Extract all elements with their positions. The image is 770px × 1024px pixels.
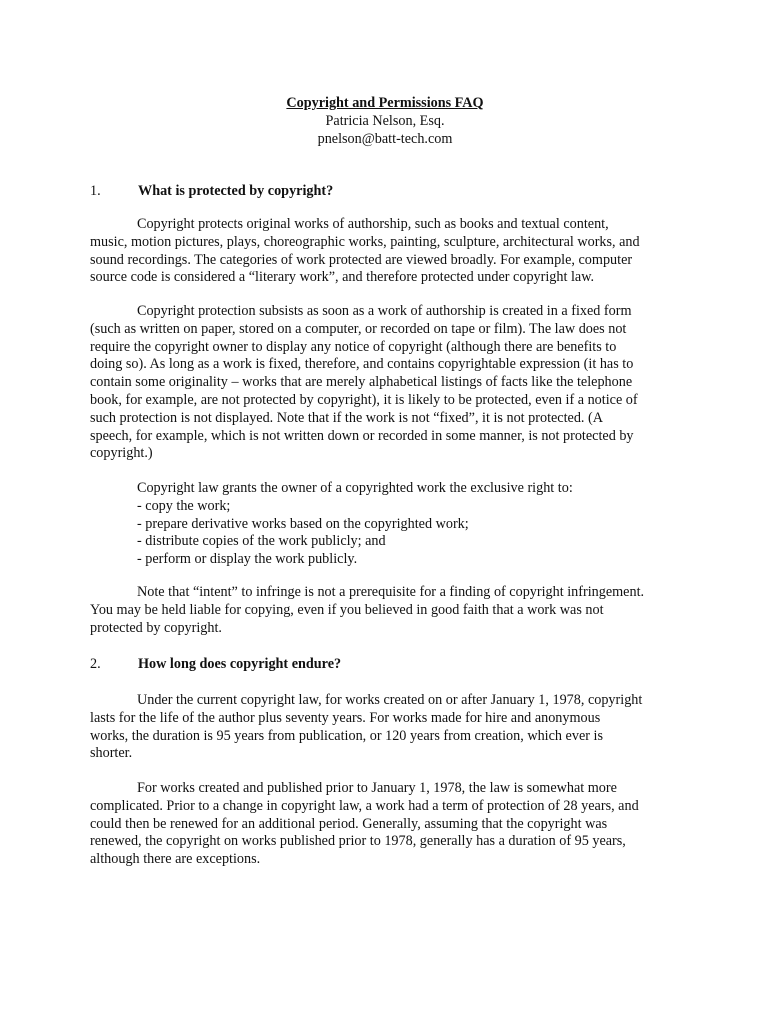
paragraph-line: (such as written on paper, stored on a computer, or recorded on tape or film). The law does not [90, 320, 627, 337]
list-item: - distribute copies of the work publicly; and [137, 533, 386, 550]
paragraph-line: copyright.) [90, 445, 153, 462]
paragraph-line: although there are exceptions. [90, 851, 261, 868]
question-text: What is protected by copyright? [138, 183, 334, 199]
paragraph-line: You may be held liable for copying, even if you believed in good faith that a work was not [90, 601, 604, 618]
paragraph-line: complicated. Prior to a change in copyright law, a work had a term of protection of 28 years, and [90, 797, 639, 814]
paragraph-line: Under the current copyright law, for works created on or after January 1, 1978, copyright [137, 692, 643, 708]
paragraph-line: speech, for example, which is not written down or recorded in some manner, is not protected by [90, 427, 634, 444]
paragraph-line: lasts for the life of the author plus seventy years. For works made for hire and anonymous [90, 709, 601, 726]
paragraph-line: Copyright law grants the owner of a copyrighted work the exclusive right to: [137, 480, 573, 496]
paragraph-line: contain some originality – works that are merely alphabetical listings of facts like the telephone [90, 374, 633, 391]
question-number: 1. [90, 183, 101, 199]
paragraph-line: renewed, the copyright on works published prior to 1978, generally has a duration of 95 years, [90, 833, 626, 850]
list-item: - prepare derivative works based on the copyrighted work; [137, 515, 469, 532]
paragraph-line: source code is considered a “literary work”, and therefore protected under copyright law. [90, 269, 595, 286]
paragraph-line: sound recordings. The categories of work protected are viewed broadly. For example, computer [90, 251, 633, 268]
question-text: How long does copyright endure? [138, 656, 342, 672]
document-title: Copyright and Permissions FAQ [286, 95, 484, 111]
paragraph-line: could then be renewed for an additional period. Generally, assuming that the copyright was [90, 815, 608, 832]
paragraph-line: shorter. [90, 745, 133, 762]
question-number: 2. [90, 656, 101, 672]
paragraph-pre-1978-works [90, 780, 690, 869]
paragraph-line: protected by copyright. [90, 619, 222, 636]
paragraph-protection-subsists [90, 303, 690, 463]
list-item: - copy the work; [137, 497, 231, 514]
paragraph-line: works, the duration is 95 years from publication, or 120 years from creation, which ever is [90, 727, 603, 744]
paragraph-line: Copyright protection subsists as soon as a work of authorship is created in a fixed form [137, 303, 632, 319]
paragraph-protects-works [90, 216, 690, 287]
paragraph-line: Copyright protects original works of authorship, such as books and textual content, [137, 216, 609, 232]
paragraph-line: book, for example, are not protected by copyright), it is likely to be protected, even if a notice of [90, 391, 638, 408]
paragraph-current-law [90, 692, 690, 763]
paragraph-line: Note that “intent” to infringe is not a prerequisite for a finding of copyright infringement. [137, 584, 645, 600]
paragraph-exclusive-rights [90, 480, 690, 569]
paragraph-line: music, motion pictures, plays, choreographic works, painting, sculpture, architectural works, and [90, 233, 640, 250]
author-email: pnelson@batt-tech.com [317, 131, 453, 147]
paragraph-intent-note [90, 584, 690, 637]
document-header [0, 94, 770, 148]
list-item: - perform or display the work publicly. [137, 551, 358, 568]
paragraph-line: For works created and published prior to January 1, 1978, the law is somewhat more [137, 780, 617, 796]
paragraph-line: doing so). As long as a work is fixed, therefore, and contains copyrightable expression (it has to [90, 356, 634, 373]
paragraph-line: such protection is not displayed. Note that if the work is not “fixed”, it is not protected. (A [90, 409, 604, 426]
paragraph-line: require the copyright owner to display any notice of copyright (although there are benefits to [90, 338, 617, 355]
author-name: Patricia Nelson, Esq. [325, 113, 445, 129]
